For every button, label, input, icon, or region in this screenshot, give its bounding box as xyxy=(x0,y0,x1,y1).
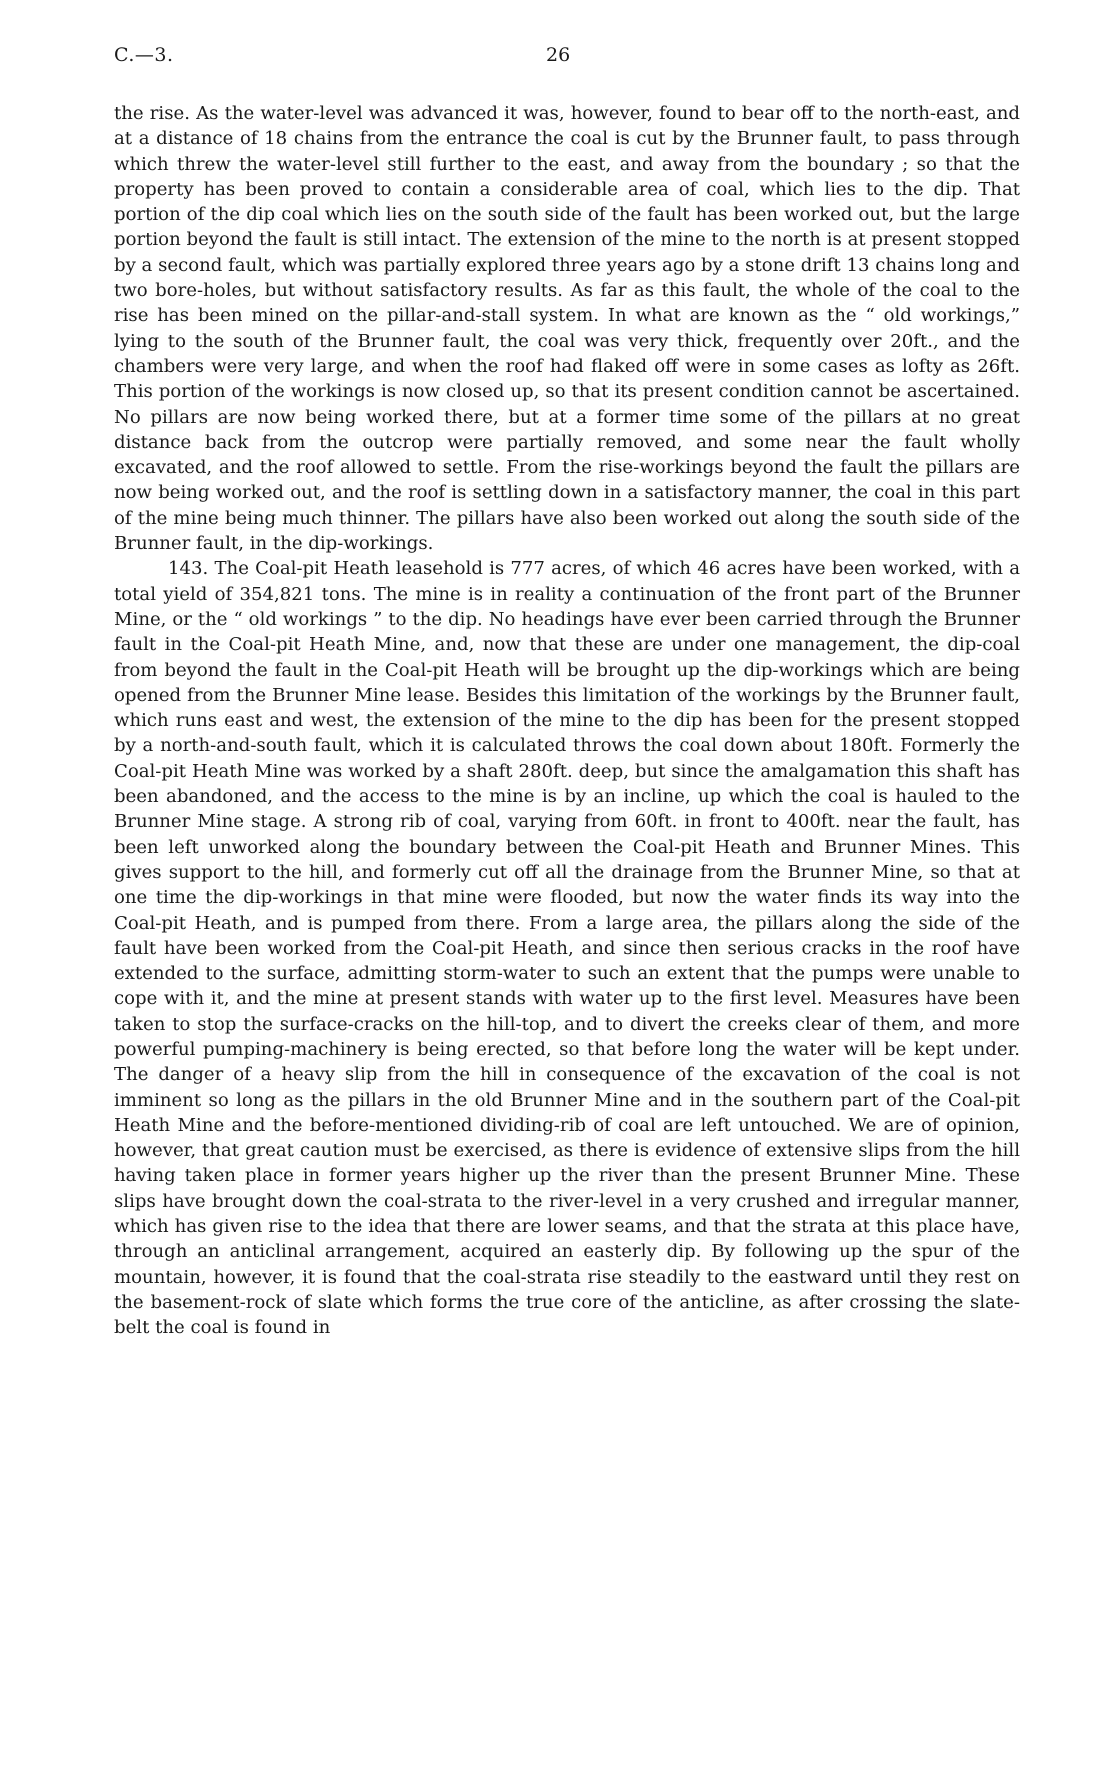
page-number: 26 xyxy=(546,44,571,66)
paragraph-143: 143. The Coal-pit Heath leasehold is 777 acres, of which 46 acres have been worked, with a total yield of 354,821 tons. The mine is in reality a continuation of the front part of the Brunner Mine, or the “ old workings ” to the dip. No headings have ever been carried through the Brunner fault in the Coal-pit Heath Mine, and, now that these are under one management, the dip-coal from beyond the fault in the Coal-pit Heath will be brought up the dip-workings which are being opened from the Brunner Mine lease. Besides this limitation of the workings by the Brunner fault, which runs east and west, the extension of the mine to the dip has been for the present stopped by a north-and-south fault, which it is calculated throws the coal down about 180ft. Formerly the Coal-pit Heath Mine was worked by a shaft 280ft. deep, but since the amalgamation this shaft has been abandoned, and the access to the mine is by an incline, up which the coal is hauled to the Brunner Mine stage. A strong rib of coal, varying from 60ft. in front to 400ft. near the fault, has been left unworked along the boundary between the Coal-pit Heath and Brunner Mines. This gives support to the hill, and formerly cut off all the drainage from the Brunner Mine, so that at one time the dip-workings in that mine were flooded, but now the water finds its way into the Coal-pit Heath, and is pumped from there. From a large area, the pillars along the side of the fault have been worked from the Coal-pit Heath, and since then serious cracks in the roof have extended to the surface, admitting storm-water to such an extent that the pumps were unable to cope with it, and the mine at present stands with water up to the first level. Measures have been taken to stop the surface-cracks on the hill-top, and to divert the creeks clear of them, and more powerful pumping-machinery is being erected, so that before long the water will be kept under. The danger of a heavy slip from the hill in consequence of the excavation of the coal is not imminent so long as the pillars in the old Brunner Mine and in the southern part of the Coal-pit Heath Mine and the before-mentioned dividing-rib of coal are left untouched. We are of opinion, however, that great caution must be exercised, as there is evidence of extensive slips from the hill having taken place in former years higher up the river than the present Brunner Mine. These slips have brought down the coal-strata to the river-level in a very crushed and irregular manner, which has given rise to the idea that there are lower seams, and that the strata at this place have, through an anticlinal arrangement, acquired an easterly dip. By following up the spur of the mountain, however, it is found that the coal-strata rise steadily to the eastward until they rest on the basement-rock of slate which forms the true core of the anticline, as after crossing the slate-belt the coal is found in xyxy=(114,558,1020,1339)
page-header xyxy=(114,44,1020,74)
body-text xyxy=(114,101,1020,1341)
paragraph-continued: the rise. As the water-level was advanced it was, however, found to bear off to the north-east, and at a distance of 18 chains from the entrance the coal is cut by the Brunner fault, to pass through which threw the water-level still further to the east, and away from the boundary ; so that the property has been proved to contain a considerable area of coal, which lies to the dip. That portion of the dip coal which lies on the south side of the fault has been worked out, but the large portion beyond the fault is still intact. The extension of the mine to the north is at present stopped by a second fault, which was partially explored three years ago by a stone drift 13 chains long and two bore-holes, but without satisfactory results. As far as this fault, the whole of the coal to the rise has been mined on the pillar-and-stall system. In what are known as the “ old workings,” lying to the south of the Brunner fault, the coal was very thick, frequently over 20ft., and the chambers were very large, and when the roof had flaked off were in some cases as lofty as 26ft. This portion of the workings is now closed up, so that its present condition cannot be ascertained. No pillars are now being worked there, but at a former time some of the pillars at no great distance back from the outcrop were partially removed, and some near the fault wholly excavated, and the roof allowed to settle. From the rise-workings beyond the fault the pillars are now being worked out, and the roof is settling down in a satisfactory manner, the coal in this part of the mine being much thinner. The pillars have also been worked out along the south side of the Brunner fault, in the dip-workings. xyxy=(114,103,1020,555)
document-reference: C.—3. xyxy=(114,44,174,66)
